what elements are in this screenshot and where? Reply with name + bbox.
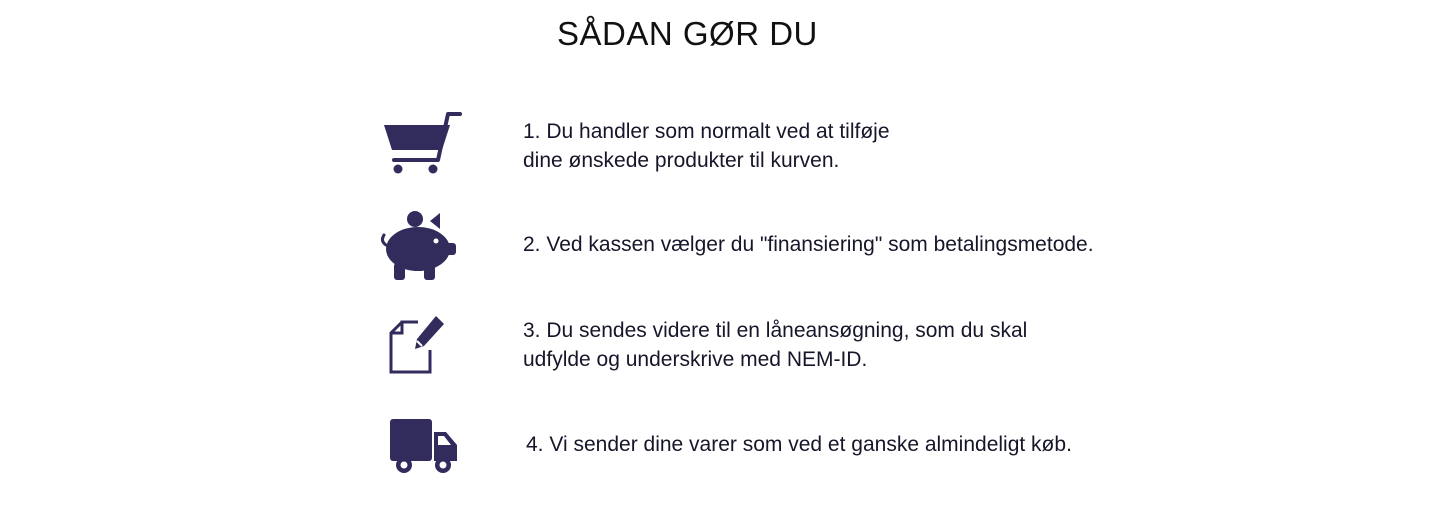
step-4-text: [526, 430, 1072, 459]
step-3-line-2: udfylde og underskrive med NEM-ID.: [523, 348, 868, 371]
step-2-line-1: 2. Ved kassen vælger du "finansiering" som betalingsmetode.: [523, 233, 1094, 256]
step-4: [380, 410, 1200, 490]
delivery-truck-icon: [380, 410, 470, 490]
step-3-text: [523, 316, 1027, 374]
step-1-text: [523, 117, 890, 175]
step-2-text: [523, 230, 1094, 259]
step-1-line-1: 1. Du handler som normalt ved at tilføje: [523, 120, 890, 143]
step-2: [380, 205, 1200, 285]
piggy-bank-icon: [380, 205, 470, 285]
document-edit-icon: [380, 310, 470, 390]
shopping-cart-icon: [380, 108, 470, 188]
step-1: [380, 108, 1200, 188]
step-3-line-1: 3. Du sendes videre til en låneansøgning, som du skal: [523, 319, 1028, 342]
step-3: [380, 310, 1200, 390]
step-4-line-1: 4. Vi sender dine varer som ved et ganske almindeligt køb.: [526, 433, 1072, 456]
page-title: SÅDAN GØR DU: [557, 15, 818, 52]
step-1-line-2: dine ønskede produkter til kurven.: [523, 149, 840, 172]
